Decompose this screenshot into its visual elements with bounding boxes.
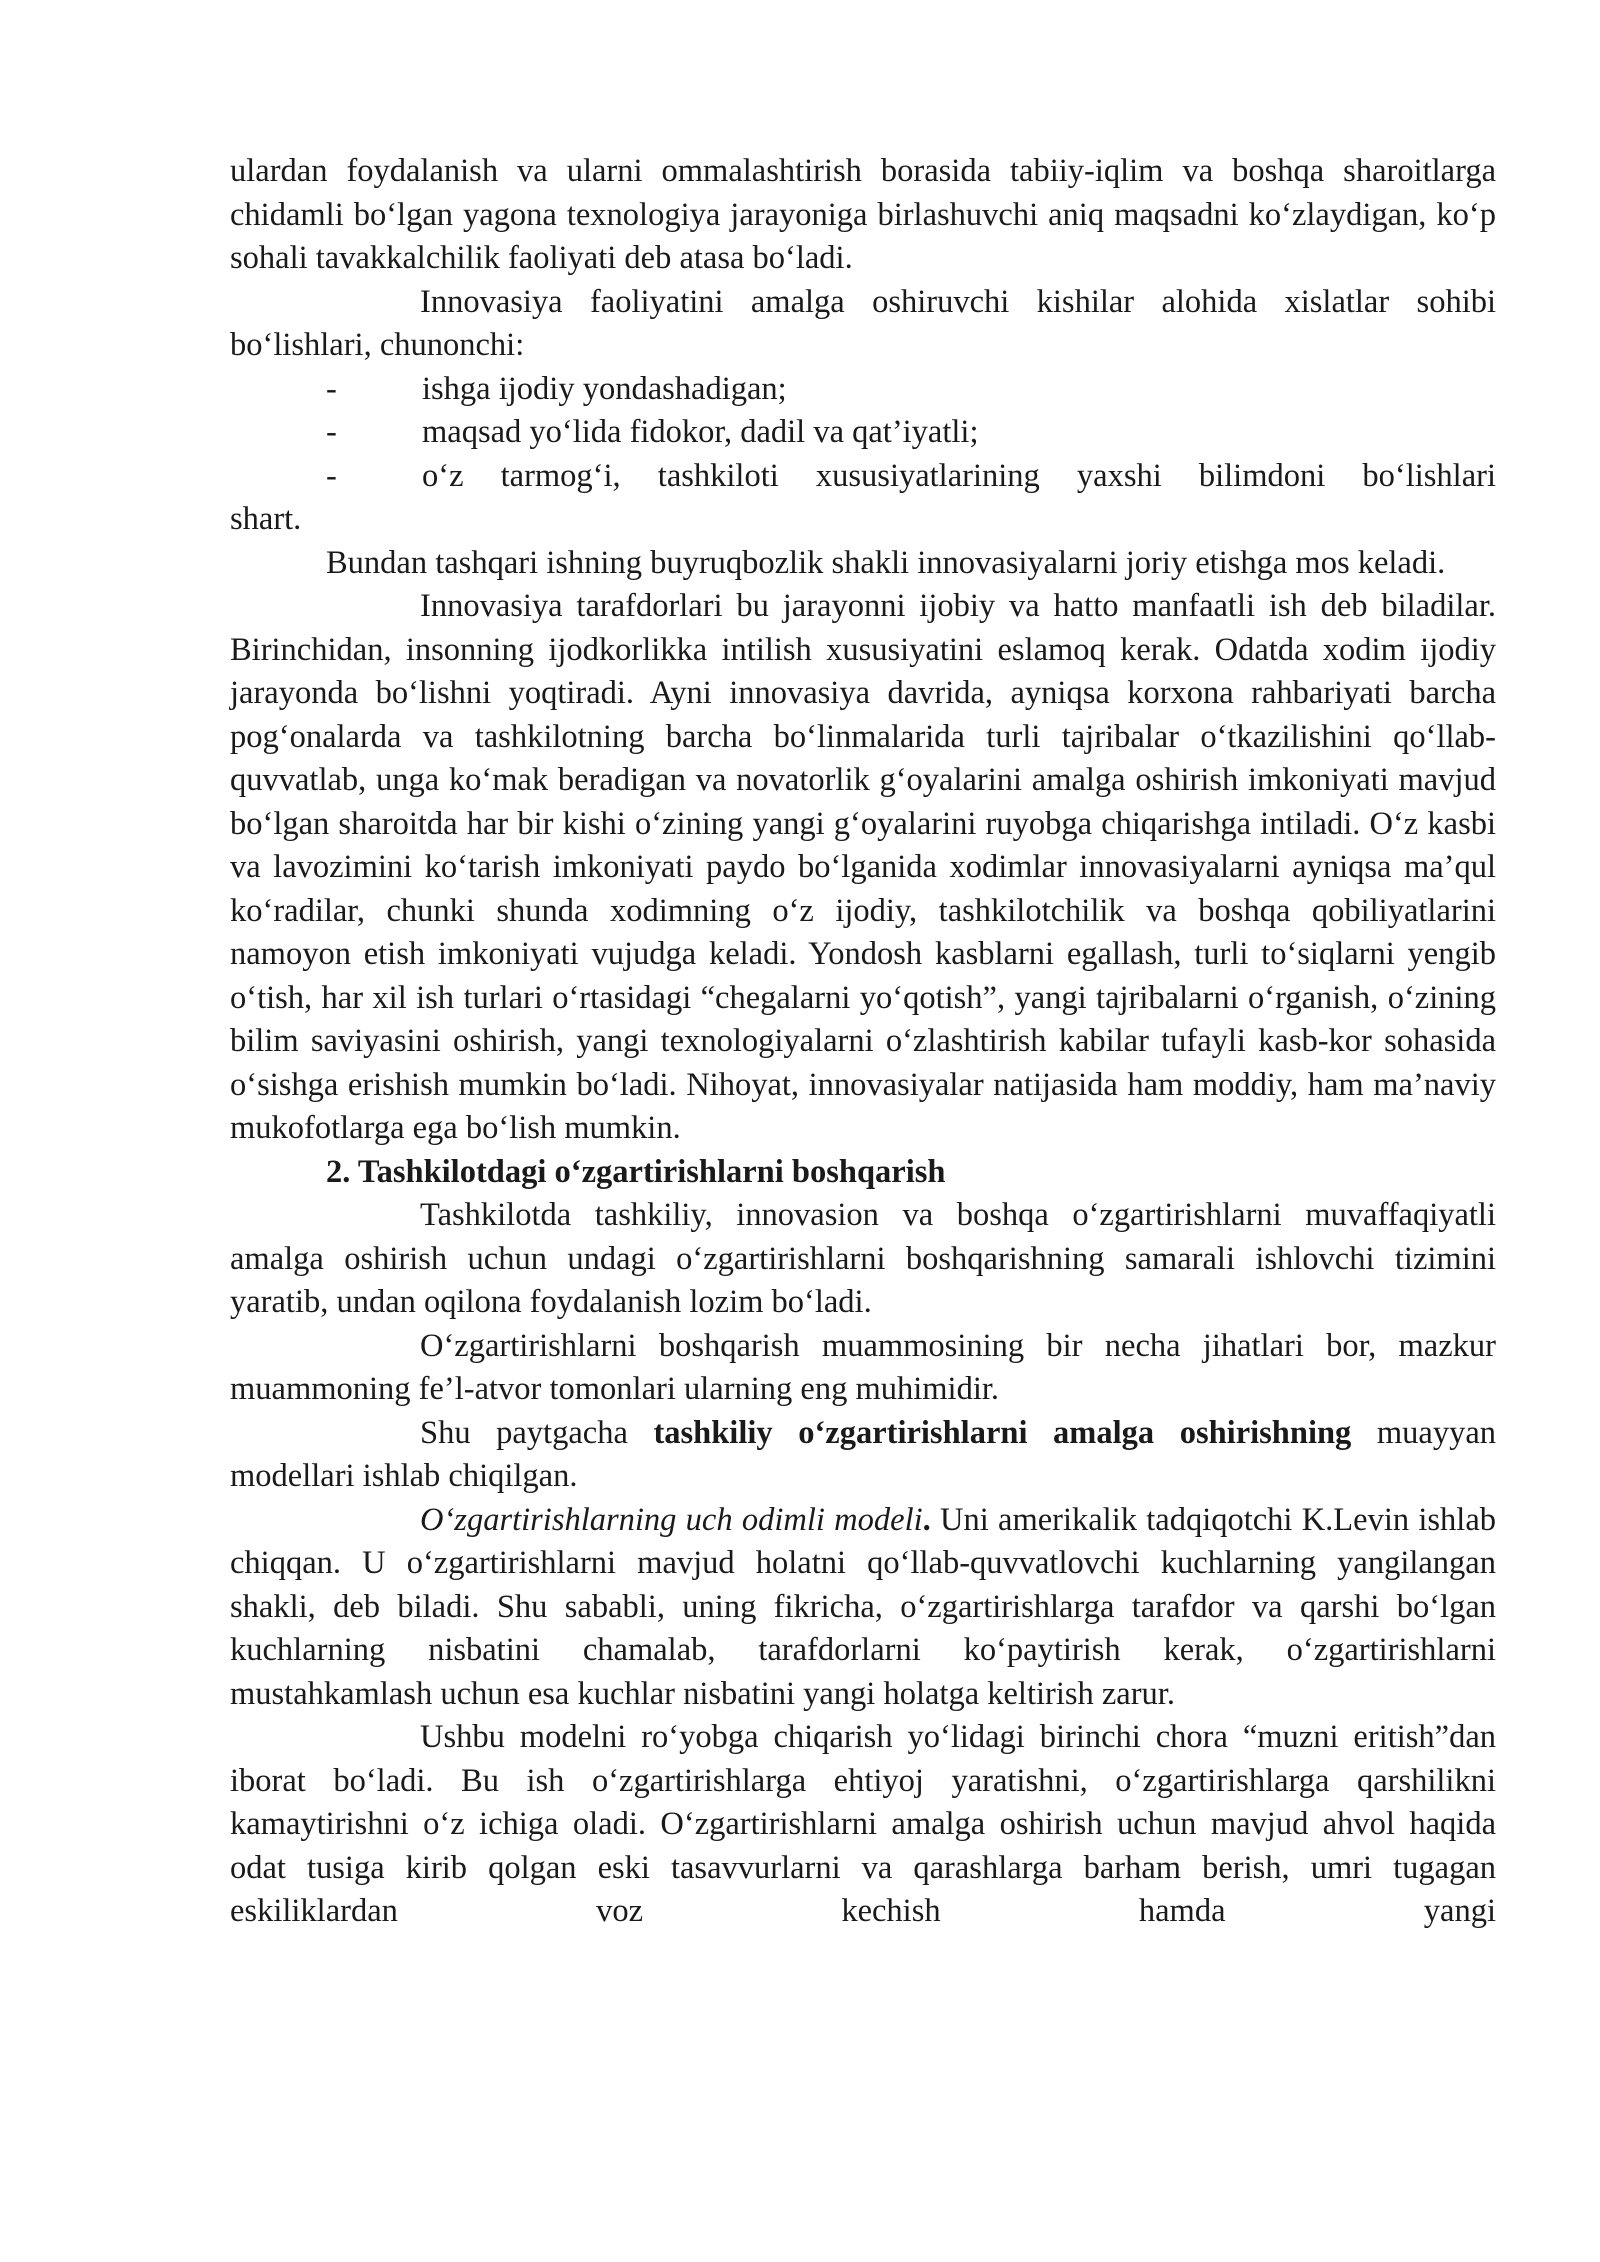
list-item-text: maqsad yo‘lida fidokor, dadil va qat’iyatli; <box>422 414 979 450</box>
document-page <box>230 150 1496 1934</box>
paragraph-7-lead: Shu paytgacha <box>420 1414 654 1451</box>
paragraph-7 <box>230 1412 1496 1499</box>
model-name-italic: O‘zgartirishlarning uch odimli modeli <box>420 1501 923 1538</box>
paragraph-3: Bundan tashqari ishning buyruqbozlik shakli innovasiyalarni joriy etishga mos keladi. <box>326 544 1446 581</box>
paragraph-8 <box>230 1499 1496 1717</box>
paragraph-5: Tashkilotda tashkiliy, innovasion va boshqa o‘zgartirishlarni muvaffaqiyatli amalga oshirish uchun undagi o‘zgartirishlarni boshqarishning samarali ishlovchi tizimini yaratib, undan oqilona foydalanish lozim bo‘ladi. <box>230 1197 1496 1320</box>
list-item <box>230 455 1496 499</box>
paragraph-1: ulardan foydalanish va ularni ommalashtirish borasida tabiiy-iqlim va boshqa sharoitlarga chidamli bo‘lgan yagona texnologiya jarayoniga birlashuvchi aniq maqsadni ko‘zlaydigan, ko‘p sohali tavakkalchilik faoliyati deb atasa bo‘ladi. <box>230 153 1496 276</box>
list-item <box>230 411 1496 455</box>
model-name-dot: . <box>922 1501 931 1538</box>
paragraph-8-body: Uni amerikalik tadqiqotchi K.Levin ishlab chiqqan. U o‘zgartirishlarni mavjud holatni qo‘llab-quvvatlovchi kuchlarning yangilangan shakli, deb biladi. Shu sababli, uning fikricha, o‘zgartirishlarga tarafdor va qarshi bo‘lgan kuchlarning nisbatini chamalab, tarafdorlarni ko‘paytirish kerak, o‘zgartirishlarni mustahkamlash uchun esa kuchlar nisbatini yangi holatga keltirish zarur. <box>230 1501 1497 1712</box>
list-item-text: ishga ijodiy yondashadigan; <box>422 370 787 407</box>
paragraph-9: Ushbu modelni ro‘yobga chiqarish yo‘lidagi birinchi chora “muzni eritish”dan iborat bo‘ladi. Bu ish o‘zgartirishlarga ehtiyoj yaratishni, o‘zgartirishlarga qarshilikni kamaytirishni o‘z ichiga oladi. O‘zgartirishlarni amalga oshirish uchun mavjud ahvol haqida odat tusiga kirib qolgan eski tasavvurlarni va qarashlarga barham berish, umri tugagan eskiliklardan voz kechish hamda yangi <box>230 1719 1496 1929</box>
paragraph-7-bold: tashkiliy o‘zgartirishlarni amalga oshirishning <box>653 1414 1352 1451</box>
list-item-text: o‘z tarmog‘i, tashkiloti xususiyatlarining yaxshi bilimdoni bo‘lishlari <box>422 457 1496 494</box>
section-heading: 2. Tashkilotdagi o‘zgartirishlarni boshqarish <box>326 1153 946 1190</box>
list-dash: - <box>326 370 337 407</box>
list-dash: - <box>326 414 337 450</box>
paragraph-7-tail: muayyan modellari ishlab chiqilgan. <box>230 1414 1497 1494</box>
paragraph-2: Innovasiya faoliyatini amalga oshiruvchi kishilar alohida xislatlar sohibi bo‘lishlari, chunonchi: <box>230 283 1496 363</box>
paragraph-4: Innovasiya tarafdorlari bu jarayonni ijobiy va hatto manfaatli ish deb biladilar. Birinchidan, insonning ijodkorlikka intilish xususiyatini eslamoq kerak. Odatda xodim ijodiy jarayonda bo‘lishni yoqtiradi. Ayni innovasiya davrida, ayniqsa korxona rahbariyati barcha pog‘onalarda va tashkilotning barcha bo‘linmalarida turli tajribalar o‘tkazilishini qo‘llab-quvvatlab, unga ko‘mak beradigan va novatorlik g‘oyalarini amalga oshirish imkoniyati mavjud bo‘lgan sharoitda har bir kishi o‘zining yangi g‘oyalarini ruyobga chiqarishga intiladi. O‘z kasbi va lavozimini ko‘tarish imkoniyati paydo bo‘lganida xodimlar innovasiyalarni ayniqsa ma’qul ko‘radilar, chunki shunda xodimning o‘z ijodiy, tashkilotchilik va boshqa qobiliyatlarini namoyon etish imkoniyati vujudga keladi. Yondosh kasblarni egallash, turli to‘siqlarni yengib o‘tish, har xil ish turlari o‘rtasidagi “chegalarni yo‘qotish”, yangi tajribalarni o‘rganish, o‘zining bilim saviyasini oshirish, yangi texnologiyalarni o‘zlashtirish kabilar tufayli kasb-kor sohasida o‘sishga erishish mumkin bo‘ladi. Nihoyat, innovasiyalar natijasida ham moddiy, ham ma’naviy mukofotlarga ega bo‘lish mumkin. <box>230 588 1496 1146</box>
list-continuation: shart. <box>230 501 302 537</box>
list-dash: - <box>326 457 337 494</box>
paragraph-6: O‘zgartirishlarni boshqarish muammosining bir necha jihatlari bor, mazkur muammoning fe’l-atvor tomonlari ularning eng muhimidir. <box>230 1327 1496 1407</box>
list-item <box>230 368 1496 412</box>
